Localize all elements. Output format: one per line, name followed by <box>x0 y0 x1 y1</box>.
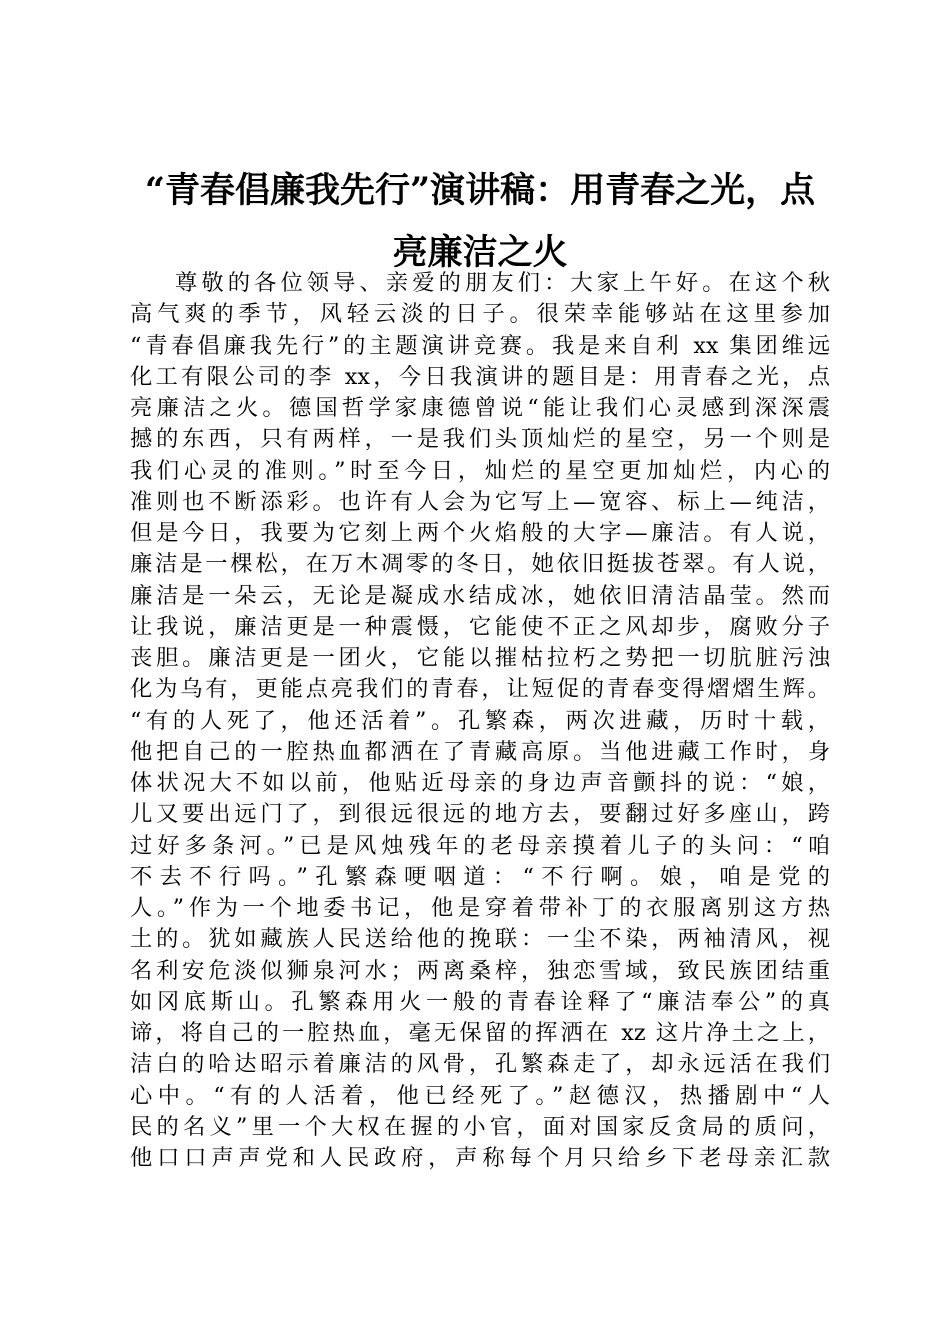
body-line: 廉洁是一朵云，无论是凝成水结成冰，她依旧清洁晶莹。然而 <box>130 582 830 609</box>
document-title <box>130 160 830 284</box>
body-line: 儿又要出远门了，到很远很远的地方去，要翻过好多座山，跨 <box>130 801 830 828</box>
body-line: 他把自己的一腔热血都洒在了青藏高原。当他进藏工作时，身 <box>130 738 830 765</box>
body-line: 化为乌有，更能点亮我们的青春，让短促的青春变得熠熠生辉。 <box>130 676 830 703</box>
body-line: 不去不行吗。”孔繁森哽咽道：“不行啊。娘，咱是党的 <box>130 863 830 890</box>
body-line: “有的人死了，他还活着”。孔繁森，两次进藏，历时十载， <box>130 707 830 734</box>
body-line: 过好多条河。”已是风烛残年的老母亲摸着儿子的头问：“咱 <box>130 832 830 859</box>
body-line: “青春倡廉我先行”的主题演讲竞赛。我是来自利 xx 集团维远 <box>130 332 830 359</box>
body-line: 亮廉洁之火。德国哲学家康德曾说“能让我们心灵感到深深震 <box>130 395 830 421</box>
body-line: 让我说，廉洁更是一种震慑，它能使不正之风却步，腐败分子 <box>130 613 830 640</box>
body-line: 他口口声声党和人民政府，声称每个月只给乡下老母亲汇款 <box>130 1145 830 1171</box>
body-line: 体状况大不如以前，他贴近母亲的身边声音颤抖的说：“娘， <box>130 770 830 796</box>
body-line: 廉洁是一棵松，在万木凋零的冬日，她依旧挺拔苍翠。有人说， <box>130 551 830 578</box>
document-body <box>130 268 830 1174</box>
body-line: 我们心灵的准则。”时至今日，灿烂的星空更加灿烂，内心的 <box>130 457 830 484</box>
body-line: 谛，将自己的一腔热血，毫无保留的挥洒在 xz 这片净土之上， <box>130 1020 830 1046</box>
body-line: 化工有限公司的李 xx，今日我演讲的题目是：用青春之光，点 <box>130 363 830 390</box>
body-line: 心中。“有的人活着，他已经死了。”赵德汉，热播剧中“人 <box>130 1082 830 1109</box>
body-line: 丧胆。廉洁更是一团火，它能以摧枯拉朽之势把一切肮脏污浊 <box>130 645 830 671</box>
body-line: 尊敬的各位领导、亲爱的朋友们：大家上午好。在这个秋 <box>175 270 830 296</box>
body-line: 土的。犹如藏族人民送给他的挽联：一尘不染，两袖清风，视 <box>130 926 830 953</box>
body-line: 洁白的哈达昭示着廉洁的风骨，孔繁森走了，却永远活在我们 <box>130 1051 830 1078</box>
body-line: 人。”作为一个地委书记，他是穿着带补丁的衣服离别这方热 <box>130 895 830 921</box>
body-line: 撼的东西，只有两样，一是我们头顶灿烂的星空，另一个则是 <box>130 426 830 453</box>
body-line: 民的名义”里一个大权在握的小官，面对国家反贪局的质问， <box>130 1113 830 1140</box>
title-line-1: “青春倡廉我先行”演讲稿：用青春之光，点 <box>144 170 816 211</box>
body-line: 但是今日，我要为它刻上两个火焰般的大字—廉洁。有人说， <box>130 520 830 546</box>
body-line: 名利安危淡似狮泉河水；两离桑梓，独恋雪域，致民族团结重 <box>130 957 830 984</box>
body-line: 高气爽的季节，风轻云淡的日子。很荣幸能够站在这里参加 <box>130 301 830 328</box>
body-line: 如冈底斯山。孔繁森用火一般的青春诠释了“廉洁奉公”的真 <box>130 988 830 1015</box>
title-line-2: 亮廉洁之火 <box>392 232 568 273</box>
body-line: 准则也不断添彩。也许有人会为它写上—宽容、标上—纯洁， <box>130 488 830 515</box>
